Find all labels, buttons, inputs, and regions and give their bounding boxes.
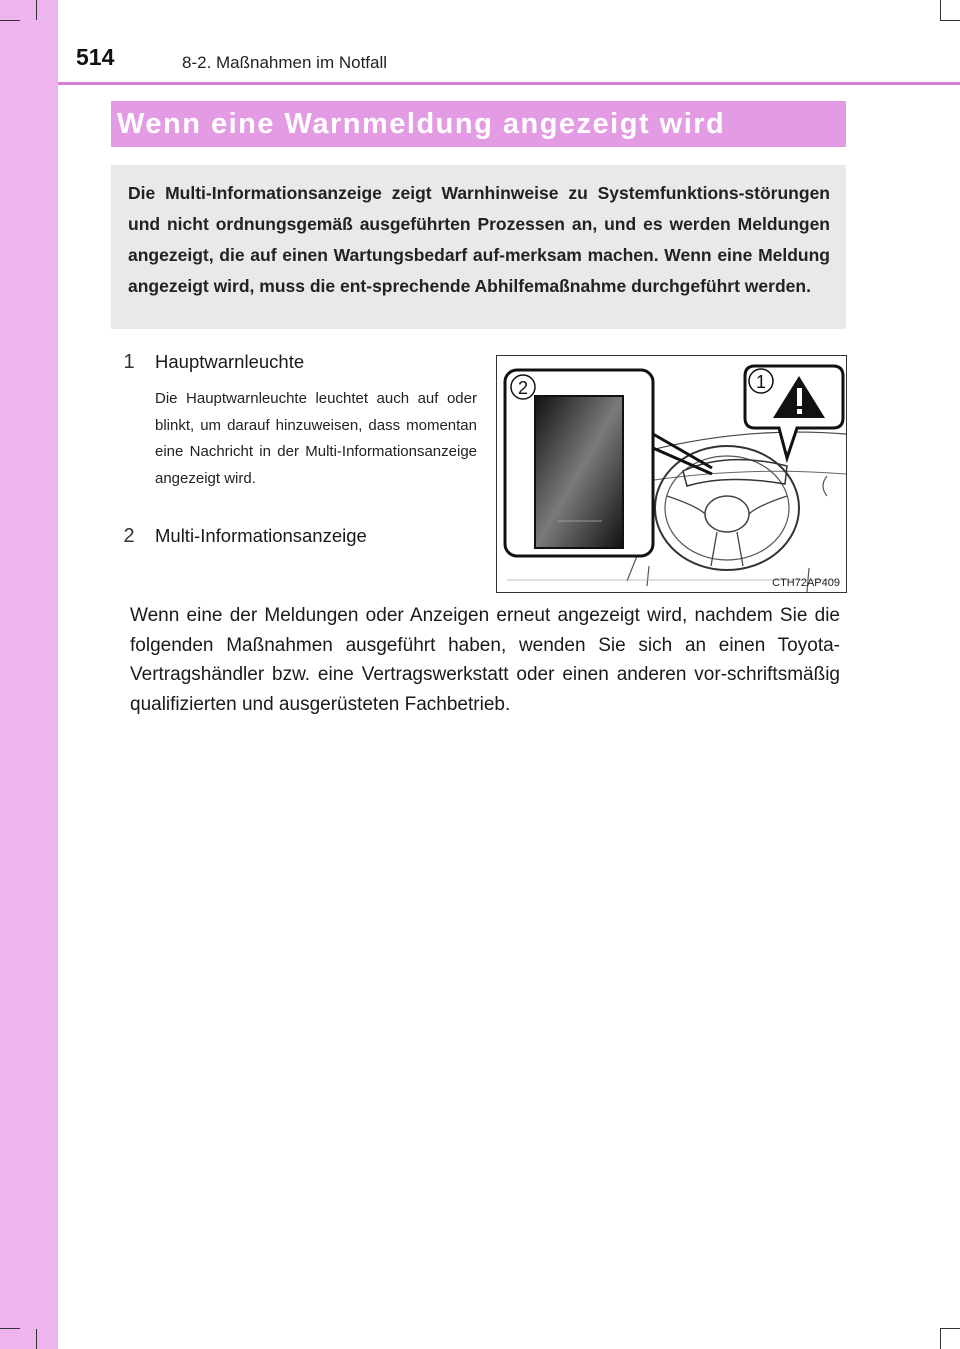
side-color-band (0, 0, 58, 1349)
crop-mark (940, 1328, 960, 1329)
crop-mark (940, 20, 960, 21)
body-paragraph: Wenn eine der Meldungen oder Anzeigen erneut angezeigt wird, nachdem Sie die folgenden Maßnahmen ausgeführt haben, wenden Sie sich an einen Toyota-Vertragshändler bzw. eine Vertragswerkstatt oder einen anderen vor-schriftsmäßig qualifizierten und ausgerüsteten Fachbetrieb. (130, 605, 840, 715)
item-number-2: 2 (123, 525, 135, 547)
header-divider (58, 82, 960, 85)
callout-2: 2 (517, 378, 529, 398)
page-title: Wenn eine Warnmeldung angezeigt wird (111, 101, 846, 147)
dashboard-figure (496, 355, 847, 593)
item-number-1: 1 (123, 351, 135, 373)
steering-wheel-illustration (497, 356, 846, 592)
crop-mark (940, 0, 941, 20)
crop-mark (36, 0, 37, 20)
item-title-1: Hauptwarnleuchte (155, 351, 305, 372)
callout-1: 1 (755, 372, 767, 392)
page-number: 514 (76, 44, 115, 70)
crop-mark (0, 1328, 20, 1329)
crop-mark (940, 1329, 941, 1349)
figure-code: CTH72AP409 (772, 577, 840, 589)
intro-text: Die Multi-Informationsanzeige zeigt Warnhinweise zu Systemfunktions-störungen und nicht ordnungsgemäß ausgeführten Prozessen an, und es werden Meldungen angezeigt, die auf einen Wartungsbedarf auf-merksam machen. Wenn eine Meldung angezeigt wird, muss die ent-sprechende Abhilfemaßnahme durchgeführt werden. (128, 183, 830, 296)
section-heading: 8-2. Maßnahmen im Notfall (182, 53, 388, 72)
intro-box (111, 165, 846, 329)
crop-mark (36, 1329, 37, 1349)
item-title-2: Multi-Informationsanzeige (155, 525, 367, 546)
crop-mark (0, 20, 20, 21)
item-description-1: Die Hauptwarnleuchte leuchtet auch auf oder blinkt, um darauf hinzuweisen, dass momentan eine Nachricht in der Multi-Informationsanzeige angezeigt wird. (155, 390, 477, 487)
